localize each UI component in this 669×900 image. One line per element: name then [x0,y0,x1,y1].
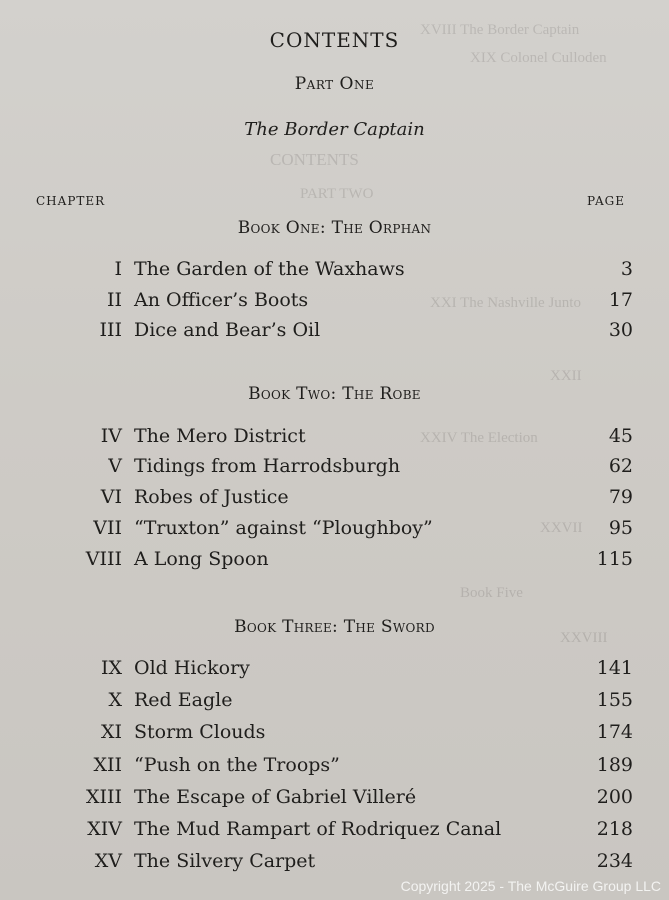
part-subtitle: The Border Captain [244,119,425,140]
book-heading: Book Two: The Robe [248,384,421,404]
chapter-title: Dice and Bear’s Oil [134,319,321,341]
bleed-through-text: Book Five [460,585,523,601]
chapter-title: Robes of Justice [134,486,289,508]
chapter-title: A Long Spoon [134,548,269,570]
copyright-watermark: Copyright 2025 - The McGuire Group LLC [400,878,661,894]
chapter-title: “Push on the Troops” [134,754,340,776]
page-number: 62 [608,455,633,477]
chapter-number: VII [93,517,122,539]
bleed-through-text: XXVIII [560,630,608,646]
toc-entry[interactable] [0,786,669,816]
page-number: 95 [608,517,633,539]
page-number: 200 [596,786,633,808]
page-number: 218 [596,818,633,840]
chapter-number: XII [93,754,122,776]
bleed-through-text: CONTENTS [270,150,359,169]
chapter-number: II [106,289,122,311]
chapter-title: “Truxton” against “Ploughboy” [134,517,433,539]
bleed-through-text: XVIII The Border Captain [420,22,580,38]
page-number: 115 [596,548,633,570]
chapter-title: The Mud Rampart of Rodriquez Canal [134,818,502,840]
toc-entry[interactable] [0,289,669,319]
toc-entry[interactable] [0,258,669,288]
chapter-number: XV [94,850,122,872]
chapter-number: XIV [87,818,122,840]
page-number: 3 [620,258,633,280]
toc-entry[interactable] [0,721,669,751]
page-number: 141 [596,657,633,679]
page-number: 234 [596,850,633,872]
toc-entry[interactable] [0,425,669,455]
toc-entry[interactable] [0,818,669,848]
bleed-through-text: XIX Colonel Culloden [470,50,607,66]
toc-entry[interactable] [0,486,669,516]
chapter-title: The Escape of Gabriel Villeré [134,786,417,808]
toc-entry[interactable] [0,754,669,784]
chapter-title: Red Eagle [134,689,233,711]
chapter-number: XIII [85,786,122,808]
page-number: 17 [608,289,633,311]
chapter-number: III [99,319,122,341]
toc-entry[interactable] [0,517,669,547]
page-number: 174 [596,721,633,743]
chapter-title: Tidings from Harrodsburgh [134,455,401,477]
chapter-number: XI [100,721,122,743]
chapter-title: Old Hickory [134,657,250,679]
book-heading: Book One: The Orphan [237,218,432,238]
chapter-title: An Officer’s Boots [134,289,309,311]
bleed-through-text: XXI The Nashville Junto [430,295,581,311]
chapter-number: V [108,455,122,477]
chapter-title: The Silvery Carpet [134,850,316,872]
page-number: 189 [596,754,633,776]
contents-title: CONTENTS [269,28,400,52]
chapter-title: Storm Clouds [134,721,266,743]
page-number: 30 [608,319,633,341]
chapter-number: VI [100,486,122,508]
book-heading: Book Three: The Sword [234,617,435,637]
chapter-number: X [108,689,122,711]
toc-entry[interactable] [0,548,669,578]
chapter-title: The Mero District [134,425,306,447]
page-number: 155 [596,689,633,711]
toc-entry[interactable] [0,455,669,485]
page-number: 45 [608,425,633,447]
chapter-number: IX [100,657,122,679]
toc-entry[interactable] [0,850,669,880]
bleed-through-text: PART TWO [300,186,374,202]
chapter-number: IV [100,425,122,447]
toc-entry[interactable] [0,689,669,719]
bleed-through-text: XXVII [540,520,583,536]
bleed-through-text: XXIV The Election [420,430,538,446]
chapter-number: I [114,258,122,280]
chapter-title: The Garden of the Waxhaws [134,258,405,280]
chapter-column-label: CHAPTER [36,194,106,208]
toc-entry[interactable] [0,319,669,349]
toc-entry[interactable] [0,657,669,687]
bleed-through-text: XXII [550,368,582,384]
part-heading: Part One [294,74,375,94]
chapter-number: VIII [85,548,122,570]
page-column-label: PAGE [587,194,625,208]
page-number: 79 [608,486,633,508]
